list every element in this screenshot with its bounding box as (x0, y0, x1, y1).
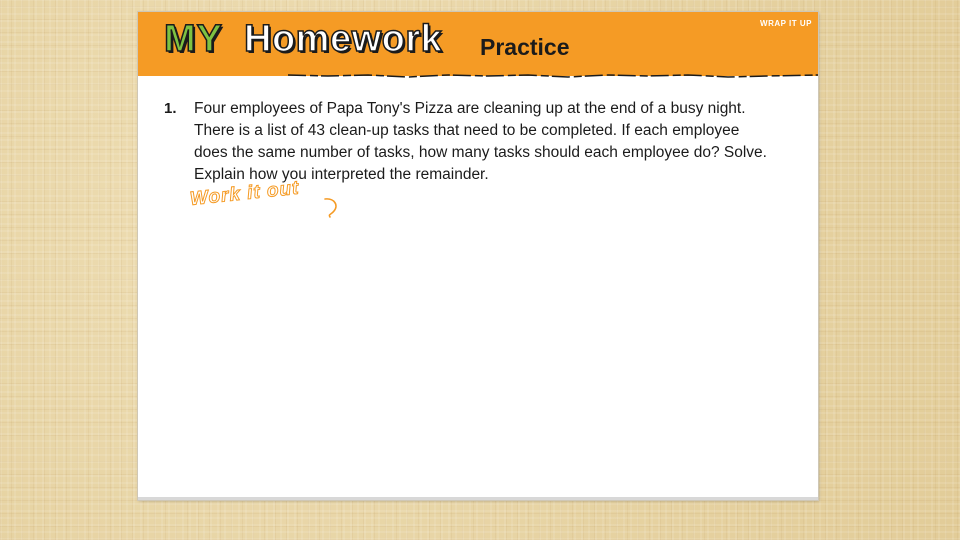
header-banner (138, 12, 818, 76)
header-rough-edge (288, 74, 818, 79)
title-homework: Homework (244, 18, 443, 60)
problem-line: Explain how you interpreted the remainder. (194, 166, 489, 183)
slide (138, 12, 818, 500)
problem-line: Four employees of Papa Tony's Pizza are cleaning up at the end of a busy night. (194, 100, 746, 117)
curl-arrow-icon (322, 196, 342, 220)
problem-text (194, 98, 804, 186)
section-tag: WRAP IT UP (760, 19, 812, 28)
problem-line: There is a list of 43 clean-up tasks that need to be completed. If each employee (194, 122, 740, 139)
problem-number: 1. (164, 100, 177, 117)
problem-line: does the same number of tasks, how many tasks should each employee do? Solve. (194, 144, 767, 161)
title-my: MY (164, 18, 223, 60)
slide-bottom-edge (138, 497, 818, 500)
title-practice: Practice (480, 34, 570, 60)
work-it-out-label: Work it out (188, 177, 301, 210)
